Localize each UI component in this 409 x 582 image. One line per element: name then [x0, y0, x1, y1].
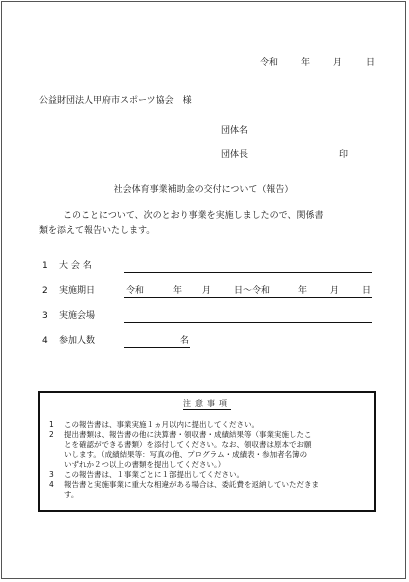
date-era: 令和 — [260, 58, 279, 68]
venue-label: 実施会場 — [59, 311, 96, 321]
notice-line: とを確認ができる書類）を添付してください。なお、領収書は原本でお願 — [64, 440, 312, 449]
period-to-era: 〜令和 — [243, 286, 271, 296]
notice-title: 注意事項 — [183, 399, 231, 408]
notice-number: 2 — [49, 430, 54, 439]
event-name-label: 大 会 名 — [59, 261, 92, 271]
participants-unit: 名 — [180, 336, 190, 346]
notice-number: 4 — [49, 480, 54, 489]
item-number: 3 — [42, 311, 48, 321]
notice-line: 報告書と実施事業に重大な相違がある場合は、委託費を返納していただきま — [64, 480, 319, 489]
intro-line-1: このことについて、次のとおり事業を実施しましたので、関係書 — [63, 211, 324, 221]
intro-line-2: 類を添えて報告いたします。 — [39, 226, 156, 236]
notice-number: 1 — [49, 420, 54, 429]
period-from-day: 日 — [234, 286, 244, 296]
period-field-line[interactable] — [124, 297, 372, 298]
report-form-page — [1, 1, 406, 579]
date-year: 年 — [301, 58, 311, 68]
participants-label: 参加人数 — [59, 336, 96, 346]
period-from-year: 年 — [173, 286, 183, 296]
group-name-label: 団体名 — [221, 126, 249, 136]
period-to-day: 日 — [362, 286, 372, 296]
date-day: 日 — [366, 58, 376, 68]
notice-line: この報告書は、１事業ごとに１部提出してください。 — [64, 470, 244, 479]
group-head-label: 団体長 — [221, 150, 249, 160]
period-label: 実施期日 — [59, 286, 96, 296]
item-number: 4 — [42, 336, 48, 346]
notice-box — [38, 391, 376, 512]
seal-mark: 印 — [339, 150, 349, 160]
period-to-month: 月 — [330, 286, 340, 296]
notice-line: いします。（成績結果等：写真の他、プログラム・成績表・参加者名簿の — [64, 450, 308, 459]
notice-number: 3 — [49, 470, 54, 479]
date-month: 月 — [333, 58, 343, 68]
period-from-era: 令和 — [126, 286, 145, 296]
notice-line: いずれか２つ以上の書類を提出してください。） — [64, 460, 226, 469]
event-name-field-line[interactable] — [124, 272, 372, 273]
notice-line: この報告書は、事業実施１ヵ月以内に提出してください。 — [64, 420, 259, 429]
item-number: 1 — [42, 261, 48, 271]
addressee: 公益財団法人甲府市スポーツ協会 様 — [39, 96, 192, 106]
notice-line: す。 — [64, 490, 79, 499]
participants-field-line[interactable] — [124, 347, 190, 348]
document-title: 社会体育事業補助金の交付について（報告） — [113, 185, 294, 195]
period-to-year: 年 — [298, 286, 308, 296]
item-number: 2 — [42, 286, 48, 296]
period-from-month: 月 — [202, 286, 212, 296]
notice-line: 提出書類は、報告書の他に決算書・領収書・成績結果等（事業実施したこ — [64, 430, 312, 439]
venue-field-line[interactable] — [124, 322, 372, 323]
